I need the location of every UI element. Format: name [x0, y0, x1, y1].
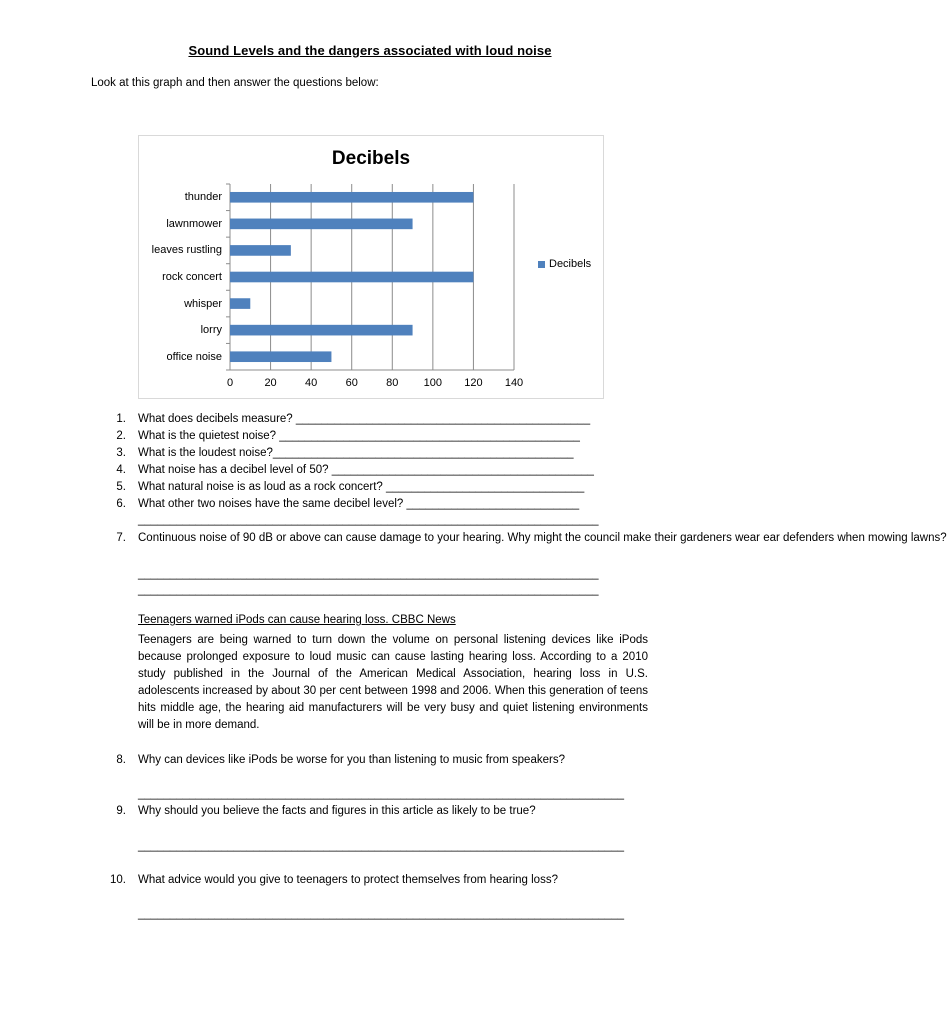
category-label: lorry	[200, 324, 222, 337]
legend-swatch	[538, 261, 545, 268]
question-number: 1.	[116, 413, 126, 425]
question-text: Why can devices like iPods be worse for you than listening to music from speakers?	[138, 754, 565, 766]
article-body: Teenagers are being warned to turn down the volume on personal listening devices like iPods because prolonged exposure to loud music can cause lasting hearing loss. According to a 2010 study published in the Journal of the American Medical Association, hearing loss in U.S. adolescents increased by about 30 per cent between 1998 and 2006. When this generation of teens hits middle age, the hearing aid manufacturers will be very busy and quiet listening environments will be in more demand.	[138, 634, 648, 731]
question-number: 5.	[116, 481, 126, 493]
bar-lorry	[230, 325, 413, 336]
intro-text: Look at this graph and then answer the questions below:	[91, 77, 379, 89]
category-label: whisper	[184, 297, 222, 310]
question-number: 9.	[116, 805, 126, 817]
question-text: Why should you believe the facts and figures in this article as likely to be true?	[138, 805, 536, 817]
x-tick-label: 140	[504, 377, 524, 389]
legend-label: Decibels	[549, 258, 592, 270]
question-number: 6.	[116, 498, 126, 510]
question-text: Continuous noise of 90 dB or above can cause damage to your hearing. Why might the council make their gardeners wear ear defenders when mowing lawns?	[138, 532, 947, 544]
x-tick-label: 40	[305, 377, 318, 389]
question-text: What does decibels measure? ______________________________________________	[138, 413, 591, 425]
question-text: What other two noises have the same decibel level? ___________________________	[138, 498, 580, 510]
question-number: 2.	[116, 430, 126, 442]
question-text: What is the quietest noise? _______________________________________________	[138, 430, 580, 442]
answer-line-q7-2: ________________________________________________________________________	[138, 584, 599, 596]
x-tick-label: 120	[464, 377, 483, 389]
category-label: lawnmower	[166, 217, 222, 230]
decibels-chart	[138, 135, 604, 399]
x-tick-label: 20	[264, 377, 277, 389]
bar-rock-concert	[230, 272, 473, 283]
question-7	[110, 530, 947, 564]
answer-line-q7-1: ________________________________________________________________________	[138, 568, 599, 580]
question-number: 3.	[116, 447, 126, 459]
bar-office-noise	[230, 351, 331, 362]
bar-leaves-rustling	[230, 245, 291, 256]
chart-title: Decibels	[331, 148, 411, 169]
question-text: What natural noise is as loud as a rock concert? _______________________________	[138, 481, 585, 493]
chart-legend	[538, 258, 591, 270]
question-number: 10.	[110, 874, 126, 886]
x-tick-label: 0	[226, 377, 234, 389]
question-text: What noise has a decibel level of 50? _________________________________________	[138, 464, 594, 476]
question-text: What is the loudest noise?_______________________________________________	[138, 447, 574, 459]
category-label: office noise	[166, 350, 222, 363]
category-label: rock concert	[162, 271, 222, 283]
answer-line-q9: ____________________________________________________________________________	[138, 840, 625, 852]
question-text: What advice would you give to teenagers to protect themselves from hearing loss?	[138, 874, 558, 886]
category-label: leaves rustling	[151, 244, 222, 257]
worksheet-title: Sound Levels and the dangers associated with loud noise	[188, 43, 552, 58]
category-label: thunder	[184, 191, 222, 204]
answer-line-q8: ____________________________________________________________________________	[138, 788, 625, 800]
bar-thunder	[230, 192, 473, 203]
bar-whisper	[230, 298, 250, 309]
question-number: 7.	[116, 532, 126, 544]
answer-line-q10: ____________________________________________________________________________	[138, 908, 625, 920]
x-tick-label: 80	[386, 377, 399, 389]
answer-line-q6: ________________________________________________________________________	[138, 514, 599, 526]
x-tick-label: 100	[423, 377, 443, 389]
x-tick-label: 60	[345, 377, 358, 389]
question-number: 8.	[116, 754, 126, 766]
question-number: 4.	[116, 464, 126, 476]
article-headline: Teenagers warned iPods can cause hearing loss. CBBC News	[138, 614, 456, 626]
bar-lawnmower	[230, 219, 413, 230]
